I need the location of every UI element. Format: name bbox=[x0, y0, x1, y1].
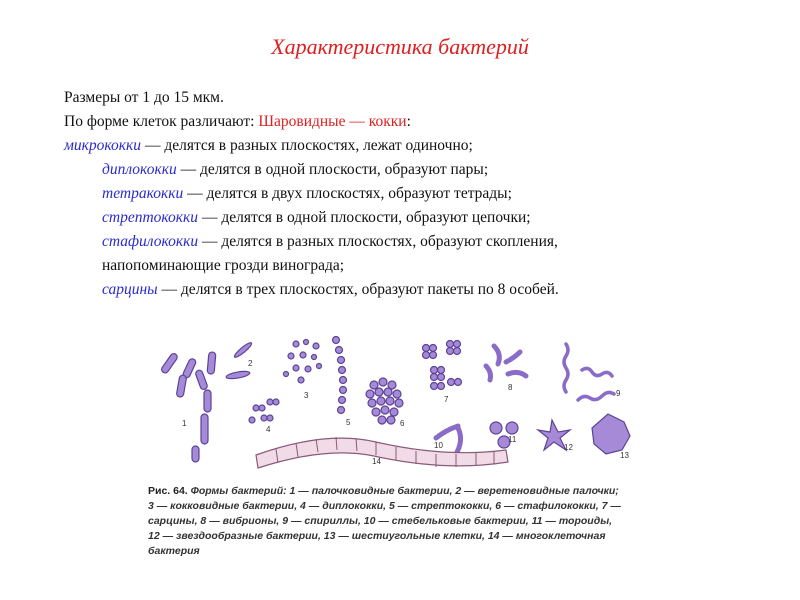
figure-number-5: 5 bbox=[346, 418, 351, 427]
figure-number-9: 9 bbox=[616, 389, 621, 398]
caption-label: Рис. 64. bbox=[148, 485, 188, 497]
caption-text: Формы бактерий: 1 — палочковидные бактерии, 2 — веретеновидные палочки; 3 — кокковидные бактерии, 4 — диплококки, 5 — стрептококки, 6 — стафилококки, 7 — сарцины, 8 — вибрионы, 9 — спириллы, 10 — стебельковые бактерии, 11 — тороиды, 12 — звездообразные бактерии, 13 — шестиугольные клетки, 14 — многоклеточная бактерия bbox=[148, 485, 621, 557]
figure-number-6: 6 bbox=[400, 419, 405, 428]
text-block bbox=[64, 86, 754, 302]
shape-colon: : bbox=[406, 113, 411, 130]
staphylococci-term: стафилококки bbox=[102, 233, 199, 250]
micrococci-term: микрококки bbox=[64, 137, 142, 154]
rod-bacteria-illustration bbox=[160, 352, 216, 462]
figure-number-13: 13 bbox=[620, 451, 629, 460]
tetracocci-term: тетракокки bbox=[102, 185, 184, 202]
hexagonal-cell-illustration bbox=[592, 414, 630, 454]
figure-number-4: 4 bbox=[266, 425, 271, 434]
sarcina-illustration bbox=[423, 341, 462, 390]
shape-intro: По форме клеток различают: bbox=[64, 113, 259, 130]
staphylococci-line bbox=[64, 230, 754, 254]
page-title: Характеристика бактерий bbox=[271, 34, 529, 59]
sarcina-desc: — делятся в трех плоскостях, образуют пакеты по 8 особей. bbox=[157, 281, 559, 298]
figure-number-11: 11 bbox=[508, 435, 517, 444]
figure-number-10: 10 bbox=[434, 441, 443, 450]
figure-number-7: 7 bbox=[444, 395, 449, 404]
diplococci-term: диплококки bbox=[102, 161, 177, 178]
streptococci-illustration bbox=[333, 337, 347, 414]
cocci-illustration bbox=[284, 340, 322, 384]
shape-highlight: Шаровидные — кокки bbox=[258, 113, 407, 130]
tetracocci-line bbox=[64, 182, 754, 206]
sarcina-term: сарцины bbox=[102, 281, 158, 298]
staphylococci-illustration bbox=[366, 378, 403, 424]
figure-number-3: 3 bbox=[304, 391, 309, 400]
diplococci-desc: — делятся в одной плоскости, образуют пары; bbox=[176, 161, 489, 178]
vibrio-illustration bbox=[486, 346, 526, 380]
figure-number-14: 14 bbox=[372, 457, 381, 466]
micrococci-line bbox=[64, 134, 754, 158]
shape-line bbox=[64, 110, 754, 134]
spirilla-illustration bbox=[564, 344, 614, 400]
streptococci-line bbox=[64, 206, 754, 230]
figure-number-1: 1 bbox=[182, 419, 187, 428]
diplococci-illustration bbox=[249, 399, 279, 423]
diplococci-line bbox=[64, 158, 754, 182]
streptococci-term: стрептококки bbox=[102, 209, 199, 226]
figure-number-8: 8 bbox=[508, 383, 513, 392]
figure-caption bbox=[148, 484, 626, 559]
figure-number-2: 2 bbox=[248, 359, 253, 368]
staphylococci-line-2: напопоминающие грозди винограда; bbox=[102, 257, 345, 274]
multicellular-bacterium-illustration bbox=[256, 437, 508, 468]
tetracocci-desc: — делятся в двух плоскостях, образуют тетрады; bbox=[183, 185, 512, 202]
staphylococci-desc: — делятся в разных плоскостях, образуют скопления, bbox=[198, 233, 558, 250]
size-line: Размеры от 1 до 15 мкм. bbox=[64, 89, 224, 106]
figure-number-12: 12 bbox=[564, 443, 573, 452]
streptococci-desc: — делятся в одной плоскости, образуют цепочки; bbox=[198, 209, 531, 226]
micrococci-desc: — делятся в разных плоскостях, лежат одиночно; bbox=[141, 137, 473, 154]
sarcina-line bbox=[64, 278, 754, 302]
